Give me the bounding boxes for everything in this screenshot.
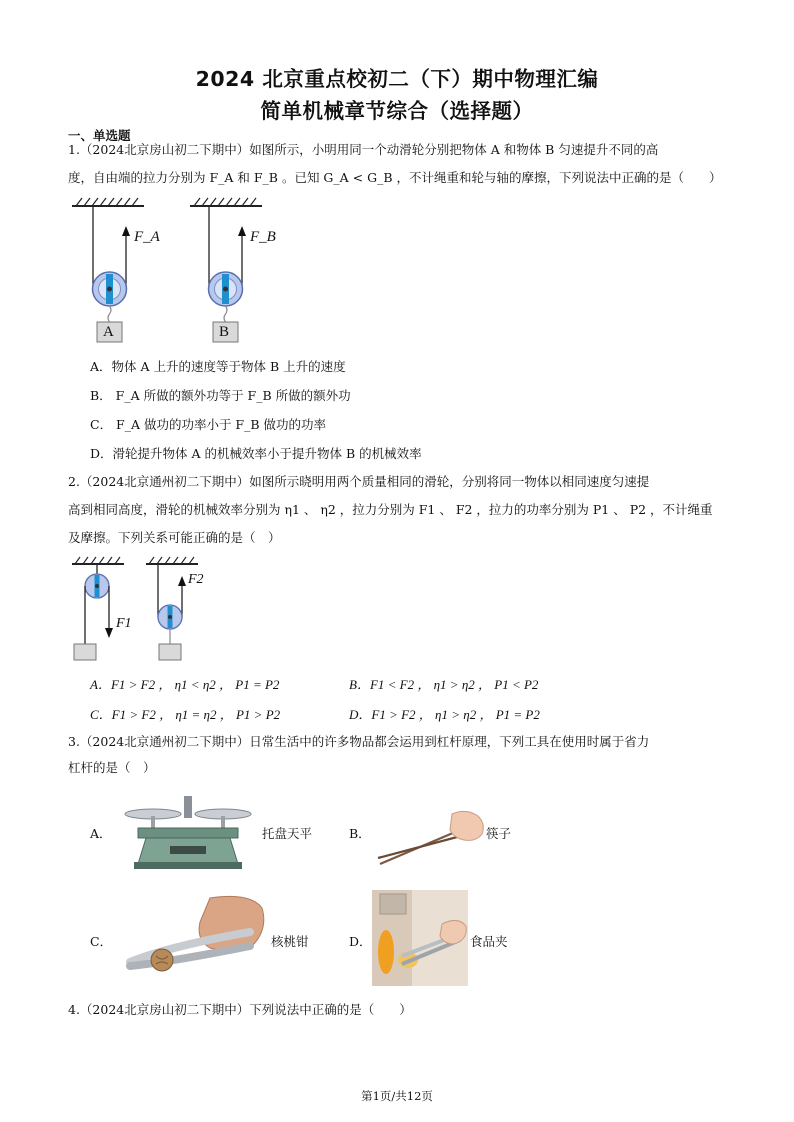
section-label: 一、单选题 bbox=[68, 128, 131, 143]
q1-option-d[interactable]: D．滑轮提升物体 A 的机械效率小于提升物体 B 的机械效率 bbox=[90, 446, 422, 461]
block-label-a: A bbox=[103, 324, 114, 340]
load-2 bbox=[159, 644, 181, 660]
q2-stem-line2: 高到相同高度，滑轮的机械效率分别为 η1 、 η2 ，拉力分别为 F1 、 F2 ，拉力的功率分别为 P1 、 P2 ，不计绳重 bbox=[68, 502, 713, 517]
q3-stem-line1: 3.（2024北京通州初二下期中）日常生活中的许多物品都会运用到杠杆原理，下列工具在使用时属于省力 bbox=[68, 734, 650, 749]
q2-option-d[interactable]: D．F1 > F2 ， η1 > η2 ， P1 = P2 bbox=[349, 707, 540, 722]
force-label-a: F_A bbox=[134, 229, 160, 245]
ceiling-a bbox=[72, 198, 144, 206]
q3-option-c-letter[interactable]: C． bbox=[90, 934, 113, 949]
page-title-line1: 2024 北京重点校初二（下）期中物理汇编 bbox=[195, 67, 599, 91]
q3-option-d-letter[interactable]: D． bbox=[349, 934, 372, 949]
ceiling-movable bbox=[146, 557, 198, 564]
q1-option-c[interactable]: C． F_A 做功的功率小于 F_B 做功的功率 bbox=[90, 417, 327, 432]
force-label-2: F2 bbox=[188, 572, 204, 587]
q1-option-b[interactable]: B． F_A 所做的额外功等于 F_B 所做的额外功 bbox=[90, 388, 351, 403]
q2-stem-line3: 及摩擦。下列关系可能正确的是（ ） bbox=[68, 530, 281, 545]
fixed-pulley bbox=[85, 574, 109, 598]
q3-stem-line2: 杠杆的是（ ） bbox=[68, 760, 156, 775]
pulley-b bbox=[209, 272, 243, 306]
q3-option-a-letter[interactable]: A． bbox=[90, 826, 112, 841]
q2-stem-line1: 2.（2024北京通州初二下期中）如图所示晓明用两个质量相同的滑轮，分别将同一物体以相同速度匀速提 bbox=[68, 474, 650, 489]
q3-option-b-label: 筷子 bbox=[486, 826, 512, 841]
q2-option-a[interactable]: A．F1 > F2 ， η1 < η2 ， P1 = P2 bbox=[90, 677, 280, 692]
q4-stem-line1: 4.（2024北京房山初二下期中）下列说法中正确的是（ ） bbox=[68, 1002, 412, 1017]
q1-pulley-figure bbox=[60, 196, 300, 346]
force-label-b: F_B bbox=[250, 229, 276, 245]
load-1 bbox=[74, 644, 96, 660]
q2-option-b[interactable]: B．F1 < F2 ， η1 > η2 ， P1 < P2 bbox=[349, 677, 539, 692]
q3-option-d-label: 食品夹 bbox=[470, 934, 508, 949]
movable-pulley bbox=[158, 605, 182, 629]
q3-option-b-letter[interactable]: B． bbox=[349, 826, 371, 841]
page-title-line2: 简单机械章节综合（选择题） bbox=[260, 99, 534, 123]
force-arrow-1 bbox=[105, 628, 113, 638]
balance-scale-image bbox=[118, 794, 258, 872]
q3-option-c-label: 核桃钳 bbox=[271, 934, 309, 949]
q1-option-a[interactable]: A．物体 A 上升的速度等于物体 B 上升的速度 bbox=[90, 359, 346, 374]
ceiling-b bbox=[190, 198, 262, 206]
food-tongs-image bbox=[372, 890, 468, 986]
force-label-1: F1 bbox=[116, 616, 132, 631]
pulley-a bbox=[93, 272, 127, 306]
q1-stem-line2: 度，自由端的拉力分别为 F_A 和 F_B 。已知 G_A < G_B ，不计绳重和轮与轴的摩擦，下列说法中正确的是（ ） bbox=[68, 170, 722, 185]
block-label-b: B bbox=[219, 324, 230, 340]
q3-option-a-label: 托盘天平 bbox=[262, 826, 313, 841]
chopsticks-image bbox=[374, 800, 486, 870]
ceiling-fixed bbox=[72, 557, 124, 564]
q1-stem-line1: 1.（2024北京房山初二下期中）如图所示，小明用同一个动滑轮分别把物体 A 和物体 B 匀速提升不同的高 bbox=[68, 142, 659, 157]
force-arrow-a bbox=[122, 226, 130, 236]
q2-option-c[interactable]: C．F1 > F2 ， η1 = η2 ， P1 > P2 bbox=[90, 707, 281, 722]
page-number: 第1页/共12页 bbox=[361, 1089, 433, 1103]
nutcracker-image bbox=[120, 892, 270, 982]
force-arrow-2 bbox=[178, 576, 186, 586]
force-arrow-b bbox=[238, 226, 246, 236]
